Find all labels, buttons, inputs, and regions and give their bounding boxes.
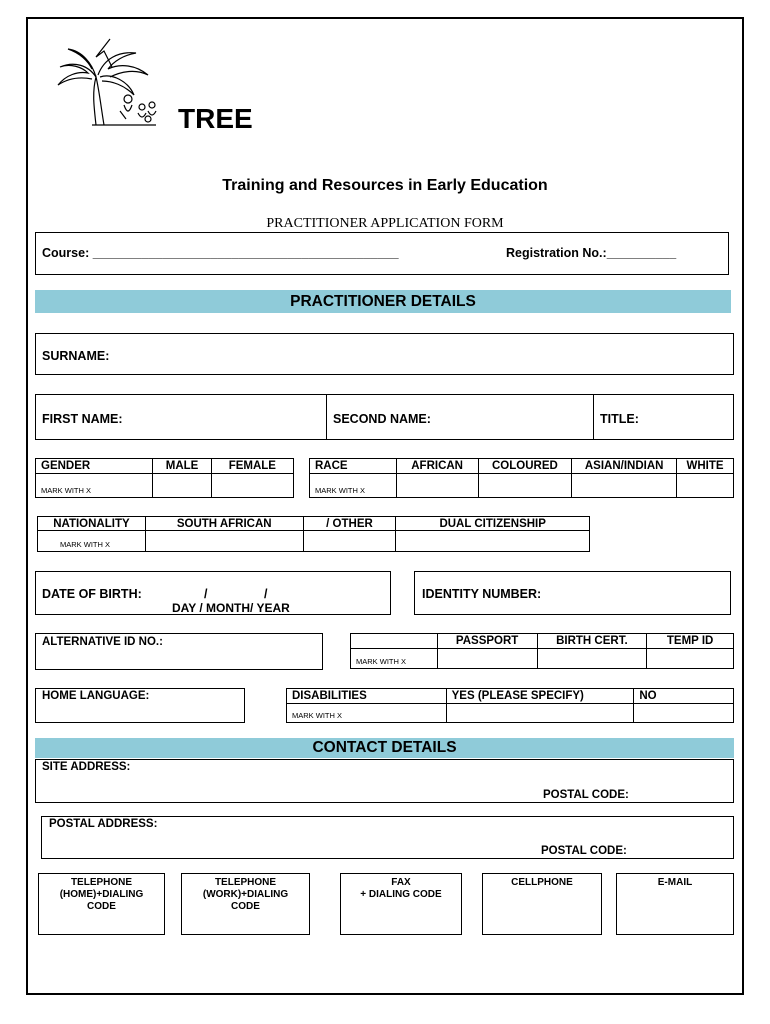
divider [326,395,327,439]
race-white-checkbox[interactable] [677,474,734,498]
postal-code-label: POSTAL CODE: [541,845,627,857]
race-option-white: WHITE [677,459,734,474]
surname-label: SURNAME: [42,349,110,363]
disabilities-yes-checkbox[interactable] [446,704,634,723]
nationality-option-dual: DUAL CITIZENSHIP [396,517,590,531]
id-type-blank-header [351,634,438,649]
disabilities-option-yes: YES (PLEASE SPECIFY) [446,689,634,704]
postal-address-label: POSTAL ADDRESS: [49,818,158,830]
nationality-dual-checkbox[interactable] [396,531,590,552]
mark-with-x-hint: MARK WITH X [310,474,397,498]
disabilities-no-checkbox[interactable] [634,704,734,723]
form-page [26,17,744,995]
dob-separator: / [204,587,208,601]
telephone-home-label-line: TELEPHONE [70,877,133,888]
race-option-coloured: COLOURED [478,459,572,474]
email-label: E-MAIL [657,877,693,888]
first-name-label: FIRST NAME: [42,412,123,426]
home-language-field[interactable] [35,688,245,723]
disabilities-table [286,688,734,723]
gender-option-female: FEMALE [211,459,293,474]
gender-male-checkbox[interactable] [153,474,211,498]
surname-field[interactable] [35,333,734,375]
gender-option-male: MALE [153,459,211,474]
names-box [35,394,734,440]
course-field[interactable]: Course: ____________________________________________ [42,246,399,260]
title-label: TITLE: [600,412,639,426]
contact-details-heading: CONTACT DETAILS [35,738,734,758]
alternative-id-field[interactable] [35,633,323,670]
id-option-passport: PASSPORT [437,634,537,649]
site-address-label: SITE ADDRESS: [42,761,131,773]
identity-number-field[interactable] [414,571,731,615]
cellphone-field[interactable] [482,873,602,935]
fax-label-line: + DIALING CODE [360,889,442,900]
nationality-option-south-african: SOUTH AFRICAN [145,517,303,531]
tree-logo-icon [52,37,164,129]
dob-format-hint: DAY / MONTH/ YEAR [172,601,290,615]
practitioner-details-heading: PRACTITIONER DETAILS [35,290,731,313]
race-option-african: AFRICAN [396,459,478,474]
id-option-temp-id: TEMP ID [647,634,734,649]
postal-address-field[interactable] [41,816,734,859]
telephone-work-label-line: TELEPHONE [214,877,277,888]
id-temp-id-checkbox[interactable] [647,649,734,669]
nationality-option-other: / OTHER [303,517,396,531]
nationality-table [37,516,590,552]
race-asian-indian-checkbox[interactable] [572,474,677,498]
identity-number-label: IDENTITY NUMBER: [422,587,542,601]
telephone-work-label-line: (WORK)+DIALING [202,889,289,900]
form-title: PRACTITIONER APPLICATION FORM [266,216,504,231]
race-african-checkbox[interactable] [396,474,478,498]
cellphone-label: CELLPHONE [511,877,573,888]
race-option-asian-indian: ASIAN/INDIAN [572,459,677,474]
nationality-south-african-checkbox[interactable] [145,531,303,552]
registration-number-field[interactable]: Registration No.:__________ [506,246,677,260]
course-registration-box [35,232,729,275]
gender-table [35,458,294,498]
id-option-birth-cert: BIRTH CERT. [537,634,647,649]
race-label: RACE [310,459,397,474]
race-table [309,458,734,498]
second-name-label: SECOND NAME: [333,412,431,426]
nationality-label: NATIONALITY [38,517,146,531]
disabilities-label: DISABILITIES [287,689,447,704]
org-full-name: Training and Resources in Early Education [222,177,548,194]
mark-with-x-hint: MARK WITH X [36,474,153,498]
telephone-work-label-line: CODE [231,901,260,912]
mark-with-x-hint: MARK WITH X [287,704,447,723]
telephone-home-label-line: (HOME)+DIALING [59,889,144,900]
disabilities-option-no: NO [634,689,734,704]
gender-label: GENDER [36,459,153,474]
fax-label-line: FAX [391,877,411,888]
date-of-birth-field[interactable] [35,571,391,615]
site-postal-code-label: POSTAL CODE: [543,789,629,801]
org-short-name: TREE [178,103,253,134]
mark-with-x-hint: MARK WITH X [351,649,438,669]
alternative-id-label: ALTERNATIVE ID NO.: [42,636,163,648]
mark-with-x-hint: MARK WITH X [38,531,146,552]
fax-field[interactable] [340,873,462,935]
telephone-home-label-line: CODE [87,901,116,912]
gender-female-checkbox[interactable] [211,474,293,498]
id-type-table [350,633,734,669]
dob-separator: / [264,587,268,601]
telephone-home-field[interactable] [38,873,165,935]
email-field[interactable] [616,873,734,935]
divider [593,395,594,439]
home-language-label: HOME LANGUAGE: [42,690,150,702]
dob-label: DATE OF BIRTH: [42,587,142,601]
telephone-work-field[interactable] [181,873,310,935]
race-coloured-checkbox[interactable] [478,474,572,498]
nationality-other-checkbox[interactable] [303,531,396,552]
id-birth-cert-checkbox[interactable] [537,649,647,669]
site-address-field[interactable] [35,759,734,803]
id-passport-checkbox[interactable] [437,649,537,669]
